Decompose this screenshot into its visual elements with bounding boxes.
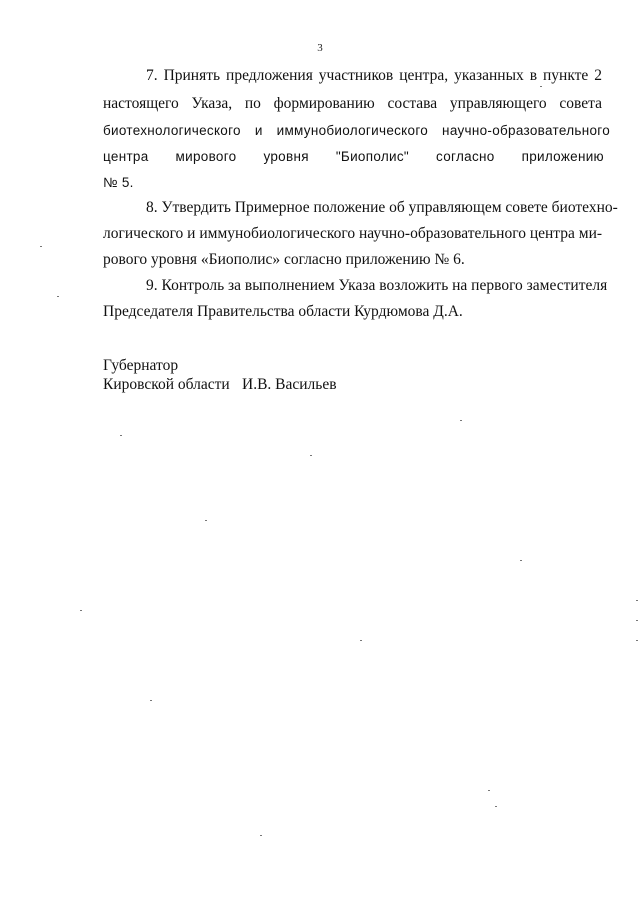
item9-line-2: Председателя Правительства области Курдюмова Д.А. [103, 303, 463, 320]
item8-line-2: логического и иммунобиологического научно-образовательного центра ми- [103, 225, 603, 242]
signature-name: И.В. Васильев [242, 376, 337, 393]
item7-line-4: центра мирового уровня "Биополис" согласно приложению [103, 149, 604, 164]
item9-line-1: 9. Контроль за выполнением Указа возложить на первого заместителя [146, 277, 608, 294]
item8-line-1: 8. Утвердить Примерное положение об управляющем совете биотехно- [146, 199, 618, 216]
signature-title-line-1: Губернатор [103, 357, 179, 374]
item7-line-3: биотехнологического и иммунобиологического научно-образовательного [103, 123, 610, 138]
item8-line-3: рового уровня «Биополис» согласно приложению № 6. [103, 251, 465, 268]
signature-title-line-2: Кировской области [103, 376, 230, 393]
page-number: 3 [317, 42, 323, 54]
item7-line-5: № 5. [103, 175, 134, 190]
item7-line-2: настоящего Указа, по формированию состава управляющего совета [103, 95, 602, 112]
item7-line-1: 7. Принять предложения участников центра, указанных в пункте 2 [146, 67, 602, 84]
